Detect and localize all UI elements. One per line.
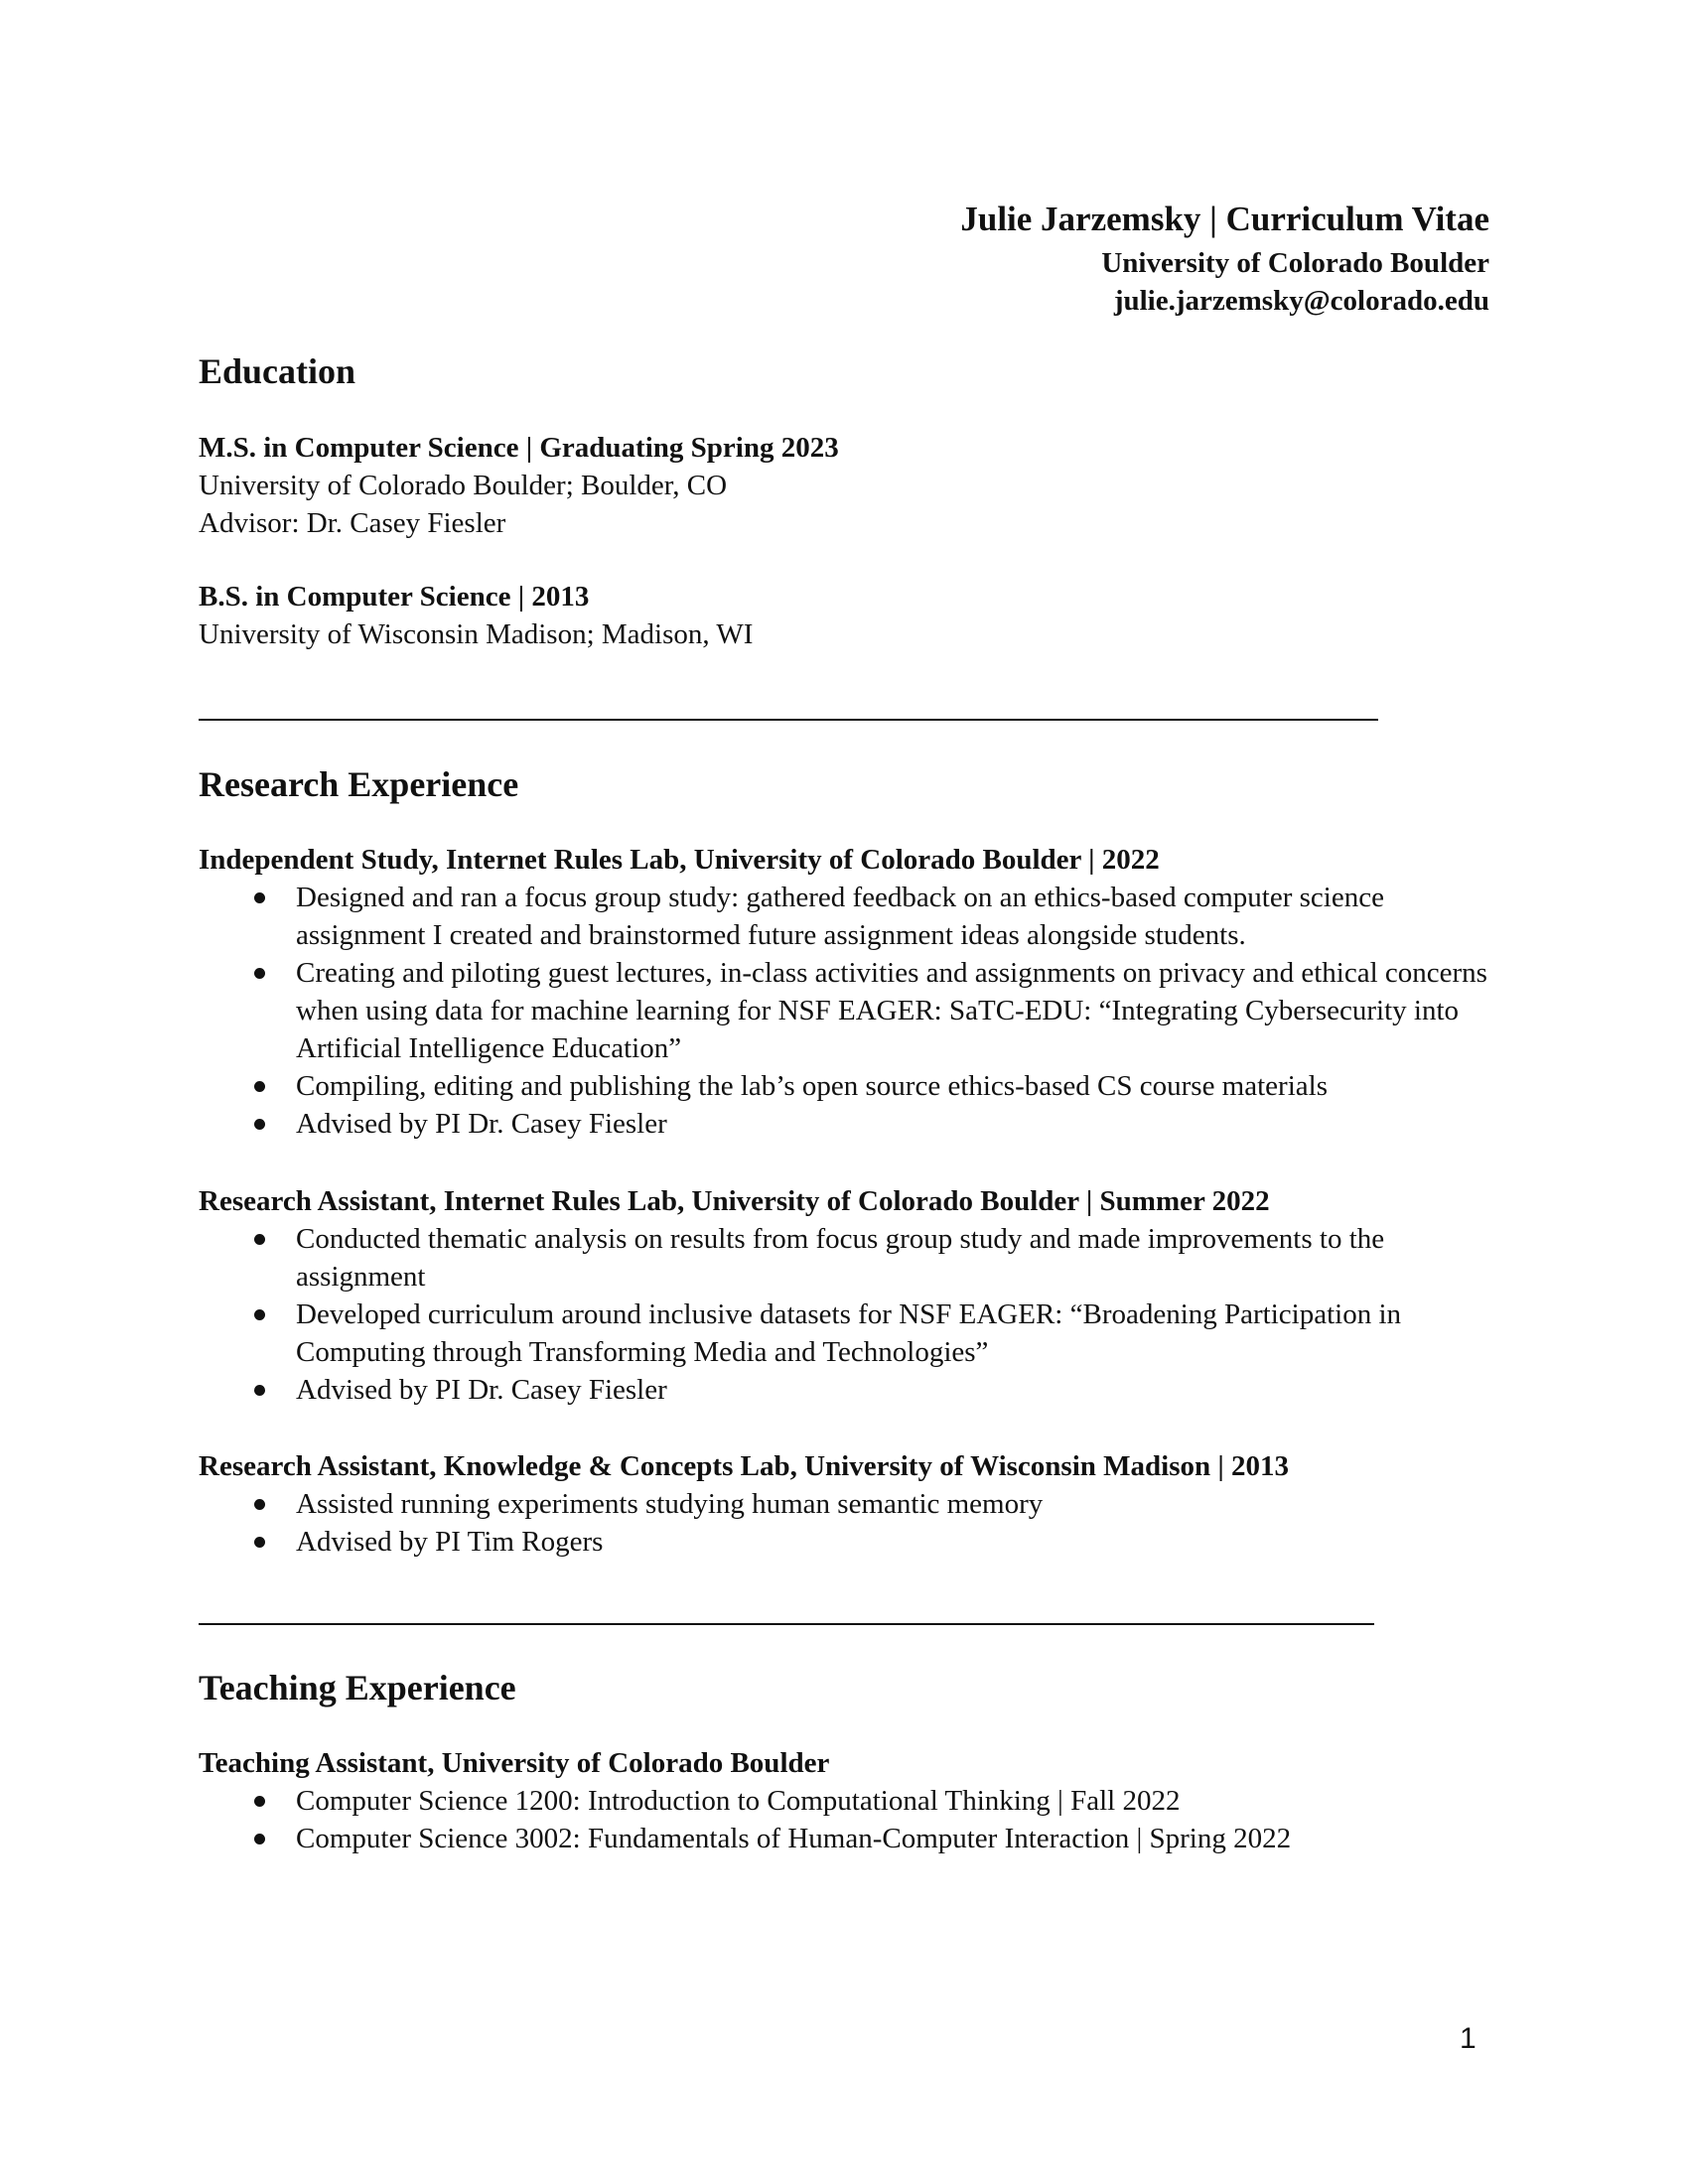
list-item xyxy=(199,1296,1499,1371)
list-item xyxy=(199,1067,1499,1105)
position-heading: Independent Study, Internet Rules Lab, University of Colorado Boulder | 2022 xyxy=(199,844,1160,876)
list-item xyxy=(199,1820,1499,1857)
bullet-icon xyxy=(254,1385,265,1396)
bullet-text: Computer Science 1200: Introduction to Computational Thinking | Fall 2022 xyxy=(296,1785,1181,1817)
research-entry-ra-colorado xyxy=(199,1182,1499,1409)
bullet-text: Conducted thematic analysis on results from focus group study and made improvements to the assignment xyxy=(296,1223,1385,1293)
bullet-text: Assisted running experiments studying human semantic memory xyxy=(296,1488,1044,1520)
cv-header xyxy=(960,195,1489,320)
research-entry-ra-wisconsin xyxy=(199,1447,1499,1561)
bullet-list xyxy=(199,1782,1499,1857)
bullet-list xyxy=(199,1220,1499,1409)
position-heading: Research Assistant, Internet Rules Lab, University of Colorado Boulder | Summer 2022 xyxy=(199,1185,1270,1217)
header-institution: University of Colorado Boulder xyxy=(1101,247,1489,279)
position-heading: Teaching Assistant, University of Colorado Boulder xyxy=(199,1747,830,1779)
bullet-icon xyxy=(254,1537,265,1548)
research-heading: Research Experience xyxy=(199,764,519,804)
degree-heading: B.S. in Computer Science | 2013 xyxy=(199,581,590,613)
teaching-entry-ta xyxy=(199,1744,1499,1857)
bullet-text: Developed curriculum around inclusive datasets for NSF EAGER: “Broadening Participation in Computing through Transforming Media and Technologies” xyxy=(296,1298,1402,1368)
list-item xyxy=(199,1220,1499,1296)
bullet-icon xyxy=(254,1796,265,1807)
education-entry-bs xyxy=(199,578,1499,653)
degree-detail: Advisor: Dr. Casey Fiesler xyxy=(199,507,506,539)
section-divider xyxy=(199,719,1378,721)
section-divider xyxy=(199,1623,1374,1625)
bullet-icon xyxy=(254,1834,265,1844)
name-title: Julie Jarzemsky | Curriculum Vitae xyxy=(960,200,1489,238)
bullet-text: Compiling, editing and publishing the lab’s open source ethics-based CS course materials xyxy=(296,1070,1328,1102)
bullet-icon xyxy=(254,1234,265,1245)
bullet-list xyxy=(199,879,1499,1143)
degree-heading: M.S. in Computer Science | Graduating Spring 2023 xyxy=(199,432,839,464)
degree-detail: University of Wisconsin Madison; Madison, WI xyxy=(199,618,754,650)
list-item xyxy=(199,954,1499,1067)
list-item xyxy=(199,879,1499,954)
list-item xyxy=(199,1105,1499,1143)
bullet-icon xyxy=(254,968,265,979)
header-email: julie.jarzemsky@colorado.edu xyxy=(1113,285,1489,317)
bullet-text: Designed and ran a focus group study: gathered feedback on an ethics-based computer science assignment I created and brainstormed future assignment ideas alongside students. xyxy=(296,882,1384,951)
bullet-icon xyxy=(254,1081,265,1092)
bullet-icon xyxy=(254,892,265,903)
bullet-text: Advised by PI Dr. Casey Fiesler xyxy=(296,1374,667,1406)
position-heading: Research Assistant, Knowledge & Concepts Lab, University of Wisconsin Madison | 2013 xyxy=(199,1450,1289,1482)
degree-detail: University of Colorado Boulder; Boulder, CO xyxy=(199,470,728,501)
page-number: 1 xyxy=(1460,2022,1477,2055)
bullet-icon xyxy=(254,1499,265,1510)
bullet-icon xyxy=(254,1309,265,1320)
bullet-text: Creating and piloting guest lectures, in-class activities and assignments on privacy and ethical concerns when using data for machine learning for NSF EAGER: SaTC-EDU: “Integrating Cybersecurity into Artificial Intelligence Education” xyxy=(296,957,1487,1064)
teaching-heading: Teaching Experience xyxy=(199,1668,516,1707)
list-item xyxy=(199,1782,1499,1820)
list-item xyxy=(199,1371,1499,1409)
bullet-text: Advised by PI Dr. Casey Fiesler xyxy=(296,1108,667,1140)
bullet-text: Advised by PI Tim Rogers xyxy=(296,1526,604,1558)
education-entry-ms xyxy=(199,429,1499,542)
bullet-text: Computer Science 3002: Fundamentals of Human-Computer Interaction | Spring 2022 xyxy=(296,1823,1292,1854)
list-item xyxy=(199,1523,1499,1561)
research-entry-independent-study xyxy=(199,841,1499,1143)
bullet-list xyxy=(199,1485,1499,1561)
education-heading: Education xyxy=(199,351,356,391)
bullet-icon xyxy=(254,1119,265,1130)
list-item xyxy=(199,1485,1499,1523)
